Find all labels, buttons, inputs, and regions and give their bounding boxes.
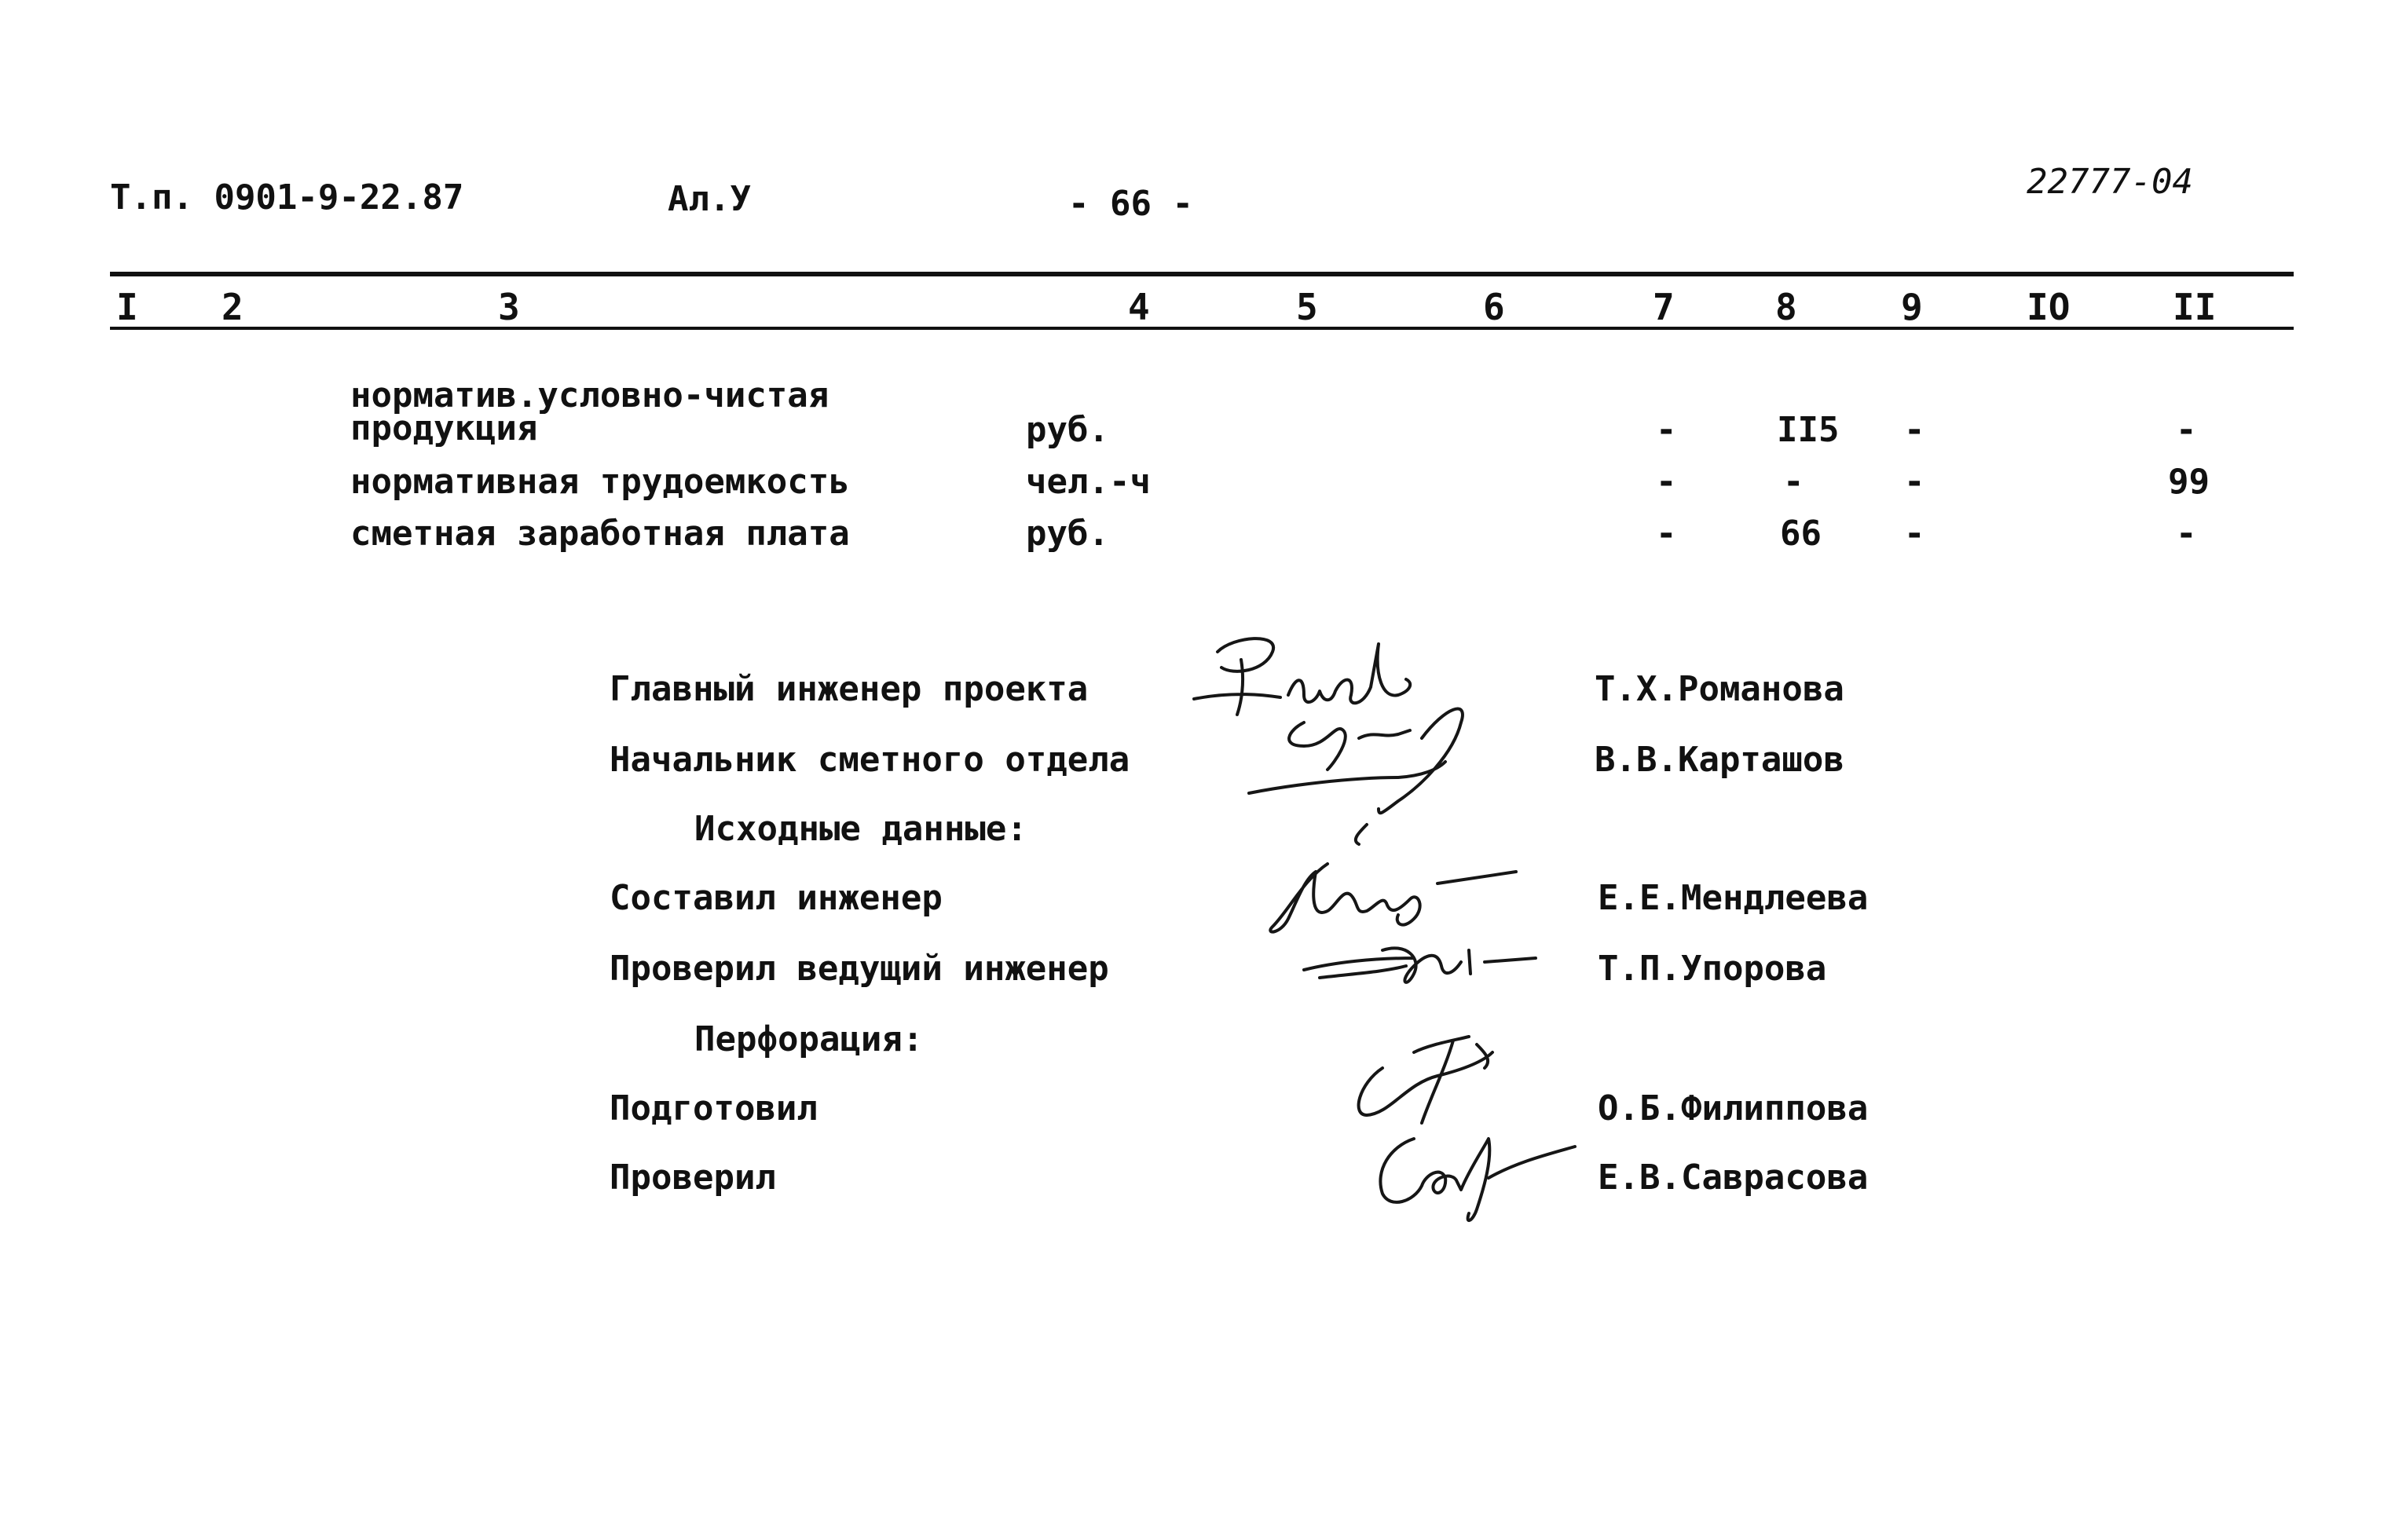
row-name: сметная заработная плата	[350, 514, 850, 554]
col-8: 8	[1775, 286, 1797, 328]
row-col11: -	[2176, 410, 2197, 450]
col-1: I	[116, 286, 138, 328]
prepared-label: Подготовил	[610, 1088, 818, 1128]
row-col7: -	[1656, 514, 1677, 554]
top-rule	[110, 272, 2294, 276]
row-col9: -	[1904, 514, 1925, 554]
row-col7: -	[1656, 462, 1677, 502]
col-4: 4	[1128, 286, 1150, 328]
col-10: IO	[2027, 286, 2071, 328]
album-number: Ал.У	[668, 179, 751, 219]
row-name-line2: продукция	[350, 408, 538, 448]
row-col8: 66	[1780, 514, 1822, 554]
row-name: нормативная трудоемкость	[350, 462, 850, 502]
row-col8: -	[1783, 462, 1804, 502]
doc-code-prefix	[110, 177, 463, 218]
row-col7: -	[1656, 410, 1677, 450]
row-name-line1: норматив.условно-чистая	[350, 375, 829, 415]
row-col9: -	[1904, 410, 1925, 450]
row-col11: 99	[2168, 462, 2210, 502]
doc-code: Т.п. 0901-9-22.87	[110, 177, 464, 218]
col-5: 5	[1296, 286, 1318, 328]
checked-name: Е.В.Саврасова	[1598, 1158, 1869, 1198]
prepared-name: О.Б.Филиппова	[1598, 1088, 1869, 1128]
page-number: - 66 -	[1068, 184, 1193, 224]
signature-savrasova-icon	[1359, 1115, 1579, 1233]
chief-engineer-label: Главный инженер проекта	[610, 669, 1089, 709]
row-col11: -	[2176, 514, 2197, 554]
row-col9: -	[1904, 462, 1925, 502]
row-unit: руб.	[1026, 514, 1109, 554]
col-7: 7	[1653, 286, 1675, 328]
col-2: 2	[222, 286, 244, 328]
col-9: 9	[1901, 286, 1923, 328]
compiled-label: Составил инженер	[610, 878, 943, 918]
col-3: 3	[498, 286, 520, 328]
stamp-number: 22777-04	[2027, 162, 2193, 202]
chief-engineer-name: Т.Х.Романова	[1595, 669, 1844, 709]
source-data-heading: Исходные данные:	[694, 809, 1027, 849]
row-col8: II5	[1777, 410, 1840, 450]
checked-label: Проверил	[610, 1158, 776, 1198]
row-unit: руб.	[1026, 410, 1109, 450]
checked-lead-label: Проверил ведущий инженер	[610, 949, 1109, 989]
signature-kartashov-icon	[1241, 691, 1524, 848]
col-6: 6	[1483, 286, 1505, 328]
col-11: II	[2173, 286, 2217, 328]
checked-lead-name: Т.П.Упорова	[1598, 949, 1827, 989]
compiled-name: Е.Е.Мендлеева	[1598, 878, 1869, 918]
estimate-head-label: Начальник сметного отдела	[610, 740, 1130, 780]
row-unit: чел.-ч	[1026, 462, 1151, 502]
perforation-heading: Перфорация:	[694, 1019, 924, 1059]
signature-uporova-icon	[1288, 919, 1540, 1005]
column-header-rule	[110, 327, 2294, 330]
estimate-head-name: В.В.Карташов	[1595, 740, 1844, 780]
